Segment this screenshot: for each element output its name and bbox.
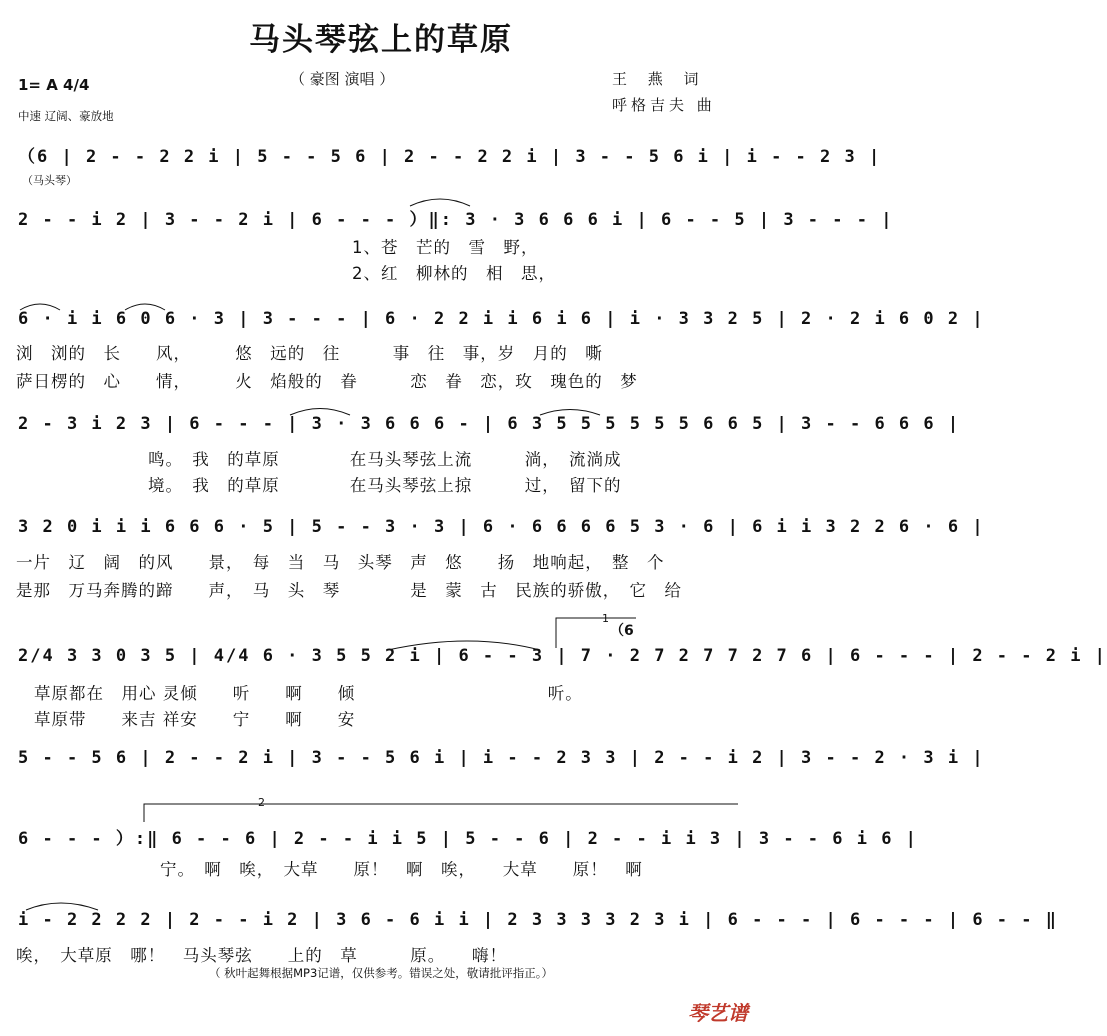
- score-line-4: 2 - 3 i 2 3 | 6 - - - | 3 · 3 6 6 6 - | 6 3 5 5 5 5 5 5 6 6 5 | 3 - - 6 6 6 |: [18, 414, 961, 434]
- score-line-2: 2 - - i 2 | 3 - - 2 i | 6 - - - ）‖: 3 · 3 6 6 6 i | 6 - - 5 | 3 - - - |: [18, 210, 894, 230]
- slur-mark: [540, 410, 600, 416]
- composer: 呼格吉夫 曲: [612, 96, 716, 114]
- slur-mark: [388, 641, 540, 650]
- volta-second-label: 2: [258, 796, 265, 809]
- volta-first-label: 1: [602, 612, 609, 625]
- volta-first-bracket: [556, 618, 636, 648]
- score-line-3: 6 · i i 6 0 6 · 3 | 3 - - - | 6 · 2 2 i i 6 i 6 | i · 3 3 2 5 | 2 · 2 i 6 0 2 |: [18, 309, 985, 329]
- score-line-1: （6 | 2 - - 2 2 i | 5 - - 5 6 | 2 - - 2 2 i | 3 - - 5 6 i | i - - 2 3 |: [18, 147, 882, 167]
- slur-mark: [20, 304, 60, 310]
- lyricist: 王 燕 词: [612, 70, 707, 88]
- lyric-verse2-line3: 境。 我 的草原 在马头琴弦上掠 过， 留下的: [148, 476, 622, 495]
- lyric-refrain-line1: 宁。 啊 唉， 大草 原！ 啊 唉， 大草 原！ 啊: [160, 860, 643, 879]
- slur-mark: [125, 304, 165, 310]
- score-line-6: 2/4 3 3 0 3 5 | 4/4 6 · 3 5 5 2 i | 6 - - 3 | 7 · 2 7 2 7 7 2 7 6 | 6 - - - | 2 - - 2 i |: [18, 646, 1107, 666]
- slur-mark: [410, 199, 470, 206]
- score-line-8: 6 - - - ）:‖ 6 - - 6 | 2 - - i i 5 | 5 - - 6 | 2 - - i i 3 | 3 - - 6 i 6 |: [18, 829, 918, 849]
- song-title: 马头琴弦上的草原: [249, 22, 513, 58]
- slur-mark: [290, 409, 350, 416]
- brand-logo: 琴艺谱: [688, 1001, 748, 1025]
- lyric-verse2-line2: 萨日楞的 心 情， 火 焰般的 眷 恋 眷 恋，玫 瑰色的 梦: [16, 372, 638, 391]
- transcription-note: （ 秋叶起舞根据MP3记谱，仅供参考。错误之处，敬请批评指正。）: [208, 966, 554, 980]
- lyric-verse2-line4: 是那 万马奔腾的蹄 声， 马 头 琴 是 蒙 古 民族的骄傲， 它 给: [16, 581, 682, 600]
- volta-note: （6: [610, 623, 634, 639]
- lyric-verse1-line5: 草原都在 用心 灵倾 听 啊 倾 听。: [34, 684, 583, 703]
- key-signature: 1= A 4/4: [18, 76, 90, 94]
- score-line-5: 3 2 0 i i i 6 6 6 · 5 | 5 - - 3 · 3 | 6 · 6 6 6 6 5 3 · 6 | 6 i i 3 2 2 6 · 6 |: [18, 517, 985, 537]
- lyric-verse2-line1: 2、红 柳林的 相 思，: [352, 264, 556, 283]
- lyric-verse1-line2: 浏 浏的 长 风， 悠 远的 往 事 往 事，岁 月的 嘶: [16, 344, 603, 363]
- slur-mark: [26, 903, 98, 910]
- volta-second-bracket: [144, 804, 738, 822]
- singer-line: （ 豪图 演唱 ）: [290, 70, 395, 88]
- lyric-verse2-line5: 草原带 来吉 祥安 宁 啊 安: [34, 710, 356, 729]
- score-line-9: i - 2 2 2 2 | 2 - - i 2 | 3 6 - 6 i i | 2 3 3 3 3 2 3 i | 6 - - - | 6 - - - | 6 - - ‖: [18, 910, 1058, 930]
- lyric-verse1-line3: 鸣。 我 的草原 在马头琴弦上流 淌， 流淌成: [148, 450, 622, 469]
- instrument-note: （马头琴）: [22, 174, 77, 187]
- tempo-marking: 中速 辽阔、豪放地: [18, 109, 114, 123]
- score-line-7: 5 - - 5 6 | 2 - - 2 i | 3 - - 5 6 i | i - - 2 3 3 | 2 - - i 2 | 3 - - 2 · 3 i |: [18, 748, 985, 768]
- lyric-refrain-line2: 唉， 大草原 哪！ 马头琴弦 上的 草 原。 嗨！: [16, 946, 507, 965]
- lyric-verse1-line4: 一片 辽 阔 的风 景， 每 当 马 头琴 声 悠 扬 地响起， 整 个: [16, 553, 665, 572]
- lyric-verse1-line1: 1、苍 芒的 雪 野，: [352, 238, 539, 257]
